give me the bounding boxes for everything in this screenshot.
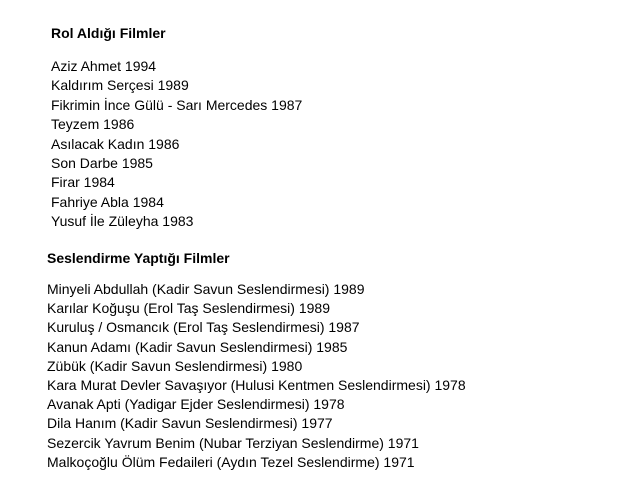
voice-list-item: Kanun Adamı (Kadir Savun Seslendirmesi) 1985 — [47, 338, 348, 355]
roles-list-item: Asılacak Kadın 1986 — [51, 135, 180, 152]
voice-list-item: Karılar Koğuşu (Erol Taş Seslendirmesi) 1989 — [47, 300, 330, 317]
voice-list-item: Kara Murat Devler Savaşıyor (Hulusi Kentmen Seslendirmesi) 1978 — [47, 376, 466, 393]
roles-list-item: Son Darbe 1985 — [51, 154, 153, 171]
voice-list-item: Zübük (Kadir Savun Seslendirmesi) 1980 — [47, 357, 303, 374]
voice-heading: Seslendirme Yaptığı Filmler — [47, 250, 230, 266]
roles-heading: Rol Aldığı Filmler — [51, 25, 166, 41]
voice-list — [47, 280, 466, 472]
voice-list-item: Malkoçoğlu Ölüm Fedaileri (Aydın Tezel Seslendirme) 1971 — [47, 453, 415, 470]
voice-list-item: Sezercik Yavrum Benim (Nubar Terziyan Seslendirme) 1971 — [47, 434, 419, 451]
voice-list-item: Dila Hanım (Kadir Savun Seslendirmesi) 1977 — [47, 415, 333, 432]
roles-list — [51, 57, 302, 232]
roles-list-item: Yusuf İle Züleyha 1983 — [51, 213, 194, 230]
roles-list-item: Fahriye Abla 1984 — [51, 193, 164, 210]
roles-list-item: Aziz Ahmet 1994 — [51, 58, 157, 74]
roles-list-item: Fikrimin İnce Gülü - Sarı Mercedes 1987 — [51, 96, 303, 113]
roles-list-item: Firar 1984 — [51, 174, 115, 191]
roles-list-item: Kaldırım Serçesi 1989 — [51, 77, 189, 94]
voice-list-item: Minyeli Abdullah (Kadir Savun Seslendirmesi) 1989 — [47, 281, 365, 297]
roles-section — [51, 25, 302, 232]
voice-list-item: Avanak Apti (Yadigar Ejder Seslendirmesi) 1978 — [47, 396, 345, 413]
voice-section — [47, 250, 466, 472]
voice-list-item: Kuruluş / Osmancık (Erol Taş Seslendirmesi) 1987 — [47, 319, 360, 336]
roles-list-item: Teyzem 1986 — [51, 116, 135, 133]
